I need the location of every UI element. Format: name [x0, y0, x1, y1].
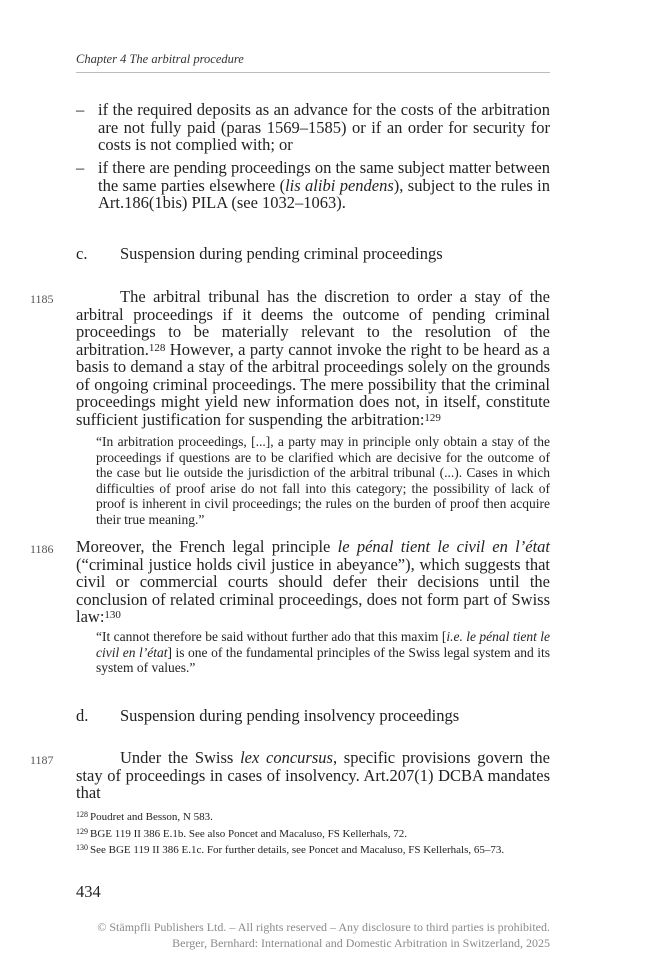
paragraph-1185	[76, 288, 550, 428]
paragraph-1187	[76, 749, 550, 802]
footnote-number: 128	[76, 810, 88, 819]
text-run: “It cannot therefore be said without further ado that this maxim [	[96, 629, 447, 644]
bullet-dash: –	[76, 158, 85, 177]
text-run: Under the Swiss	[120, 748, 241, 767]
running-header: Chapter 4 The arbitral procedure	[76, 52, 244, 66]
paragraph-number: 1187	[30, 753, 54, 767]
paragraph-number: 1185	[30, 292, 54, 306]
paragraph-number: 1186	[30, 542, 54, 556]
footnote-number: 129	[76, 826, 88, 836]
footnote	[76, 841, 550, 858]
text-run: if there are pending proceedings on the same subject matter between the same parties elsewhere (	[98, 158, 550, 195]
footnote	[76, 808, 550, 825]
section-letter: d.	[76, 706, 89, 725]
footnotes	[76, 808, 550, 858]
text-run: The arbitral tribunal has the discretion to order a stay of the arbitral proceedings if it deems the outcome of pending criminal proceedings to be materially relevant to the resolution of the arbitration.	[76, 287, 550, 359]
italic-term: le pénal tient le civil en l’état	[337, 537, 550, 556]
section-letter: c.	[76, 244, 88, 263]
footnote-text: Poudret and Besson, N 583.	[90, 811, 213, 823]
text-run: , specific provisions govern the stay of proceedings in cases of insolvency. Art.207(1) DCBA mandates that	[76, 748, 550, 802]
section-title: Suspension during pending insolvency proceedings	[120, 706, 460, 725]
section-heading-d	[76, 706, 459, 726]
text-run: ] is one of the fundamental principles of the Swiss legal system and its system of values.”	[96, 644, 550, 676]
footnote	[76, 825, 550, 842]
copyright-line: © Stämpfli Publishers Ltd. – All rights reserved – Any disclosure to third parties is prohibited.	[97, 920, 550, 934]
text-run: Moreover, the French legal principle	[76, 537, 338, 556]
block-quote: “In arbitration proceedings, [...], a party may in principle only obtain a stay of the proceedings if questions are to be clarified which are decisive for the outcome of the case but lie outside the jurisdiction of the arbitral tribunal (...). Cases in which difficulties of proof arise do not fall into this category; the possibility of lack of proof is inherent in civil proceedings; the rules on the burden of proof then acquire their true meaning.”	[96, 434, 550, 527]
italic-term: i.e. le pénal tient le civil en l’état	[96, 629, 550, 660]
section-title: Suspension during pending criminal proceedings	[120, 244, 443, 263]
footnote-text: See BGE 119 II 386 E.1c. For further details, see Poncet and Macaluso, FS Kellerhals, 65–73.	[90, 844, 505, 857]
copyright-notice	[76, 920, 550, 951]
page-number: 434	[76, 882, 101, 901]
text-run: ), subject to the rules in Art.186(1bis) PILA (see 1032–1063).	[98, 175, 550, 212]
text-run: However, a party cannot invoke the right to be heard as a basis to demand a stay of the arbitral proceedings solely on the grounds of ongoing criminal proceedings. The mere possibility that the criminal proceedings might yield new information does not, in itself, constitute sufficient justification for suspending the arbitration:	[76, 339, 550, 429]
italic-term: lis alibi pendens	[285, 175, 394, 195]
block-quote	[96, 629, 550, 676]
bullet-item	[76, 101, 550, 154]
footnote-ref[interactable]: 130	[104, 609, 121, 621]
bullet-item	[76, 159, 550, 212]
header-rule	[76, 72, 550, 73]
section-heading-c	[76, 244, 443, 264]
footnote-ref[interactable]: 129	[424, 411, 441, 424]
text-run: (“criminal justice holds civil justice in abeyance”), which suggests that civil or commercial courts should defer their decisions until the conclusion of related criminal proceedings, does not form part of Swiss law:	[76, 554, 550, 626]
bullet-text	[98, 159, 550, 212]
footnote-number: 130	[76, 843, 88, 853]
bullet-text: if the required deposits as an advance for the costs of the arbitration are not fully paid (paras 1569–1585) or if an order for security for costs is not complied with; or	[98, 100, 550, 154]
paragraph-1186	[76, 538, 550, 626]
italic-term: lex concursus	[240, 748, 333, 767]
bullet-dash: –	[76, 100, 85, 119]
copyright-line: Berger, Bernhard: International and Domestic Arbitration in Switzerland, 2025	[172, 935, 550, 950]
footnote-text: BGE 119 II 386 E.1b. See also Poncet and Macaluso, FS Kellerhals, 72.	[90, 827, 408, 840]
footnote-ref[interactable]: 128	[148, 341, 166, 354]
